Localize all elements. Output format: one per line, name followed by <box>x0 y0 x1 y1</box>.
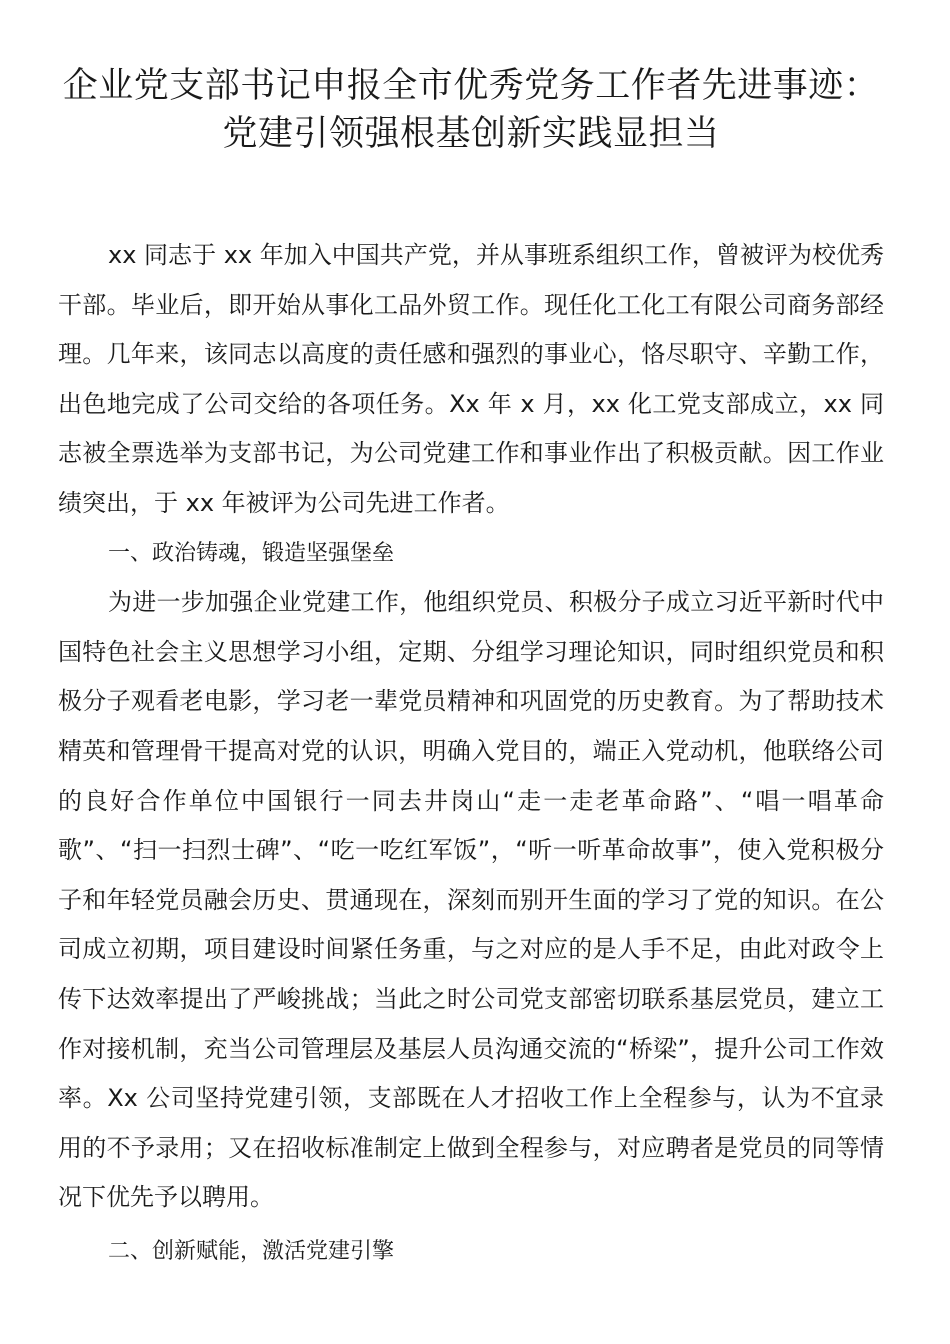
document-title <box>58 62 884 158</box>
paragraph-intro: xx 同志于 xx 年加入中国共产党，并从事班系组织工作，曾被评为校优秀干部。毕业后，即开始从事化工品外贸工作。现任化工化工有限公司商务部经理。几年来，该同志以高度的责任感和强烈的事业心，恪尽职守、辛勤工作，出色地完成了公司交给的各项任务。Xx 年 x 月，xx 化工党支部成立，xx 同志被全票选举为支部书记，为公司党建工作和事业作出了积极贡献。因工作业绩突出，于 xx 年被评为公司先进工作者。 <box>58 241 884 517</box>
title-line-1: 企业党支部书记申报全市优秀党务工作者先进事迹： <box>62 66 880 106</box>
section-heading-1: 一、政治铸魂，锻造坚强堡垒 <box>108 540 395 566</box>
document-page <box>58 62 884 1276</box>
section-heading-2: 二、创新赋能，激活党建引擎 <box>108 1238 395 1264</box>
document-body <box>58 231 884 1276</box>
title-line-2: 党建引领强根基创新实践显担当 <box>222 114 720 154</box>
paragraph-section-1: 为进一步加强企业党建工作，他组织党员、积极分子成立习近平新时代中国特色社会主义思想学习小组，定期、分组学习理论知识，同时组织党员和积极分子观看老电影，学习老一辈党员精神和巩固党的历史教育。为了帮助技术精英和管理骨干提高对党的认识，明确入党目的，端正入党动机，他联络公司的良好合作单位中国银行一同去井岗山“走一走老革命路”、“唱一唱革命歌”、“扫一扫烈士碑”、“吃一吃红军饭”，“听一听革命故事”，使入党积极分子和年轻党员融会历史、贯通现在，深刻而别开生面的学习了党的知识。在公司成立初期，项目建设时间紧任务重，与之对应的是人手不足，由此对政令上传下达效率提出了严峻挑战；当此之时公司党支部密切联系基层党员，建立工作对接机制，充当公司管理层及基层人员沟通交流的“桥梁”，提升公司工作效率。Xx 公司坚持党建引领，支部既在人才招收工作上全程参与，认为不宜录用的不予录用；又在招收标准制定上做到全程参与，对应聘者是党员的同等情况下优先予以聘用。 <box>58 588 884 1212</box>
